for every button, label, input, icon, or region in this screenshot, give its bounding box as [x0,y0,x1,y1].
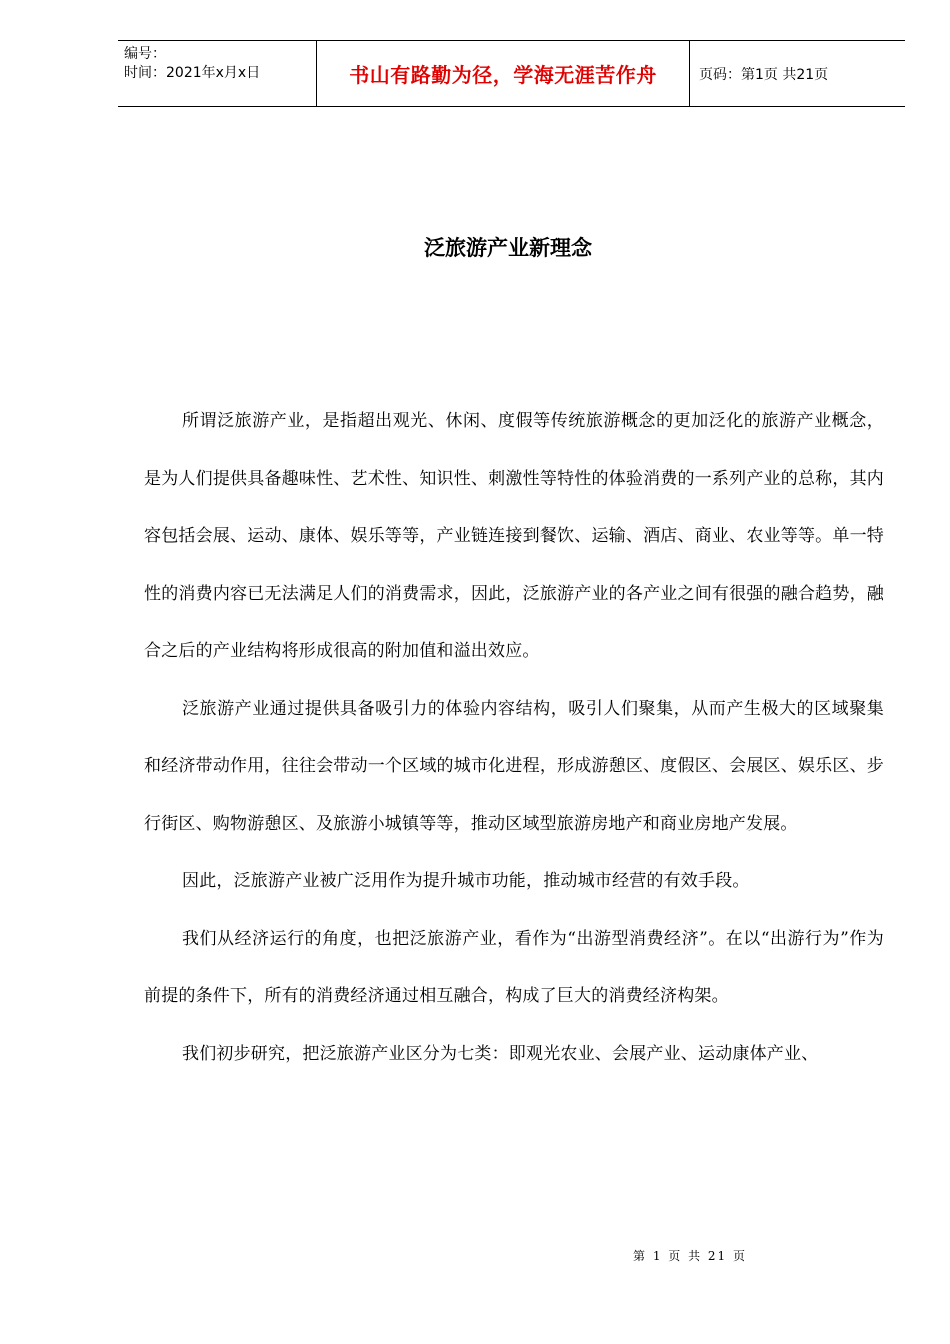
header-meta-cell [118,41,316,106]
paragraph: 我们初步研究，把泛旅游产业区分为七类：即观光农业、会展产业、运动康体产业、 [182,1043,819,1064]
document-number-label: 编号： [124,46,166,62]
paragraph: 因此，泛旅游产业被广泛用作为提升城市功能，推动城市经营的有效手段。 [182,871,750,891]
paragraph: 泛旅游产业通过提供具备吸引力的体验内容结构，吸引人们聚集，从而产生极大的区域聚集和经济带动作用，往往会带动一个区域的城市化进程，形成游憩区、度假区、会展区、娱乐区、步行街区、购物游憩区、及旅游小城镇等等，推动区域型旅游房地产和商业房地产发展。 [144,698,884,834]
header-page-info: 页码：第1页 共21页 [699,66,829,83]
document-time-label: 时间：2021年x月x日 [124,65,261,81]
paragraph: 我们从经济运行的角度，也把泛旅游产业，看作为“出游型消费经济”。在以“出游行为”作为前提的条件下，所有的消费经济通过相互融合，构成了巨大的消费经济构架。 [144,928,884,1006]
header-motto: 书山有路勤为径，学海无涯苦作舟 [316,41,690,106]
page-footer: 第 1 页 共 21 页 [633,1249,747,1263]
page-header [118,40,905,107]
paragraph: 所谓泛旅游产业，是指超出观光、休闲、度假等传统旅游概念的更加泛化的旅游产业概念，是为人们提供具备趣味性、艺术性、知识性、刺激性等特性的体验消费的一系列产业的总称，其内容包括会展、运动、康体、娱乐等等，产业链连接到餐饮、运输、酒店、商业、农业等等。单一特性的消费内容已无法满足人们的消费需求，因此，泛旅游产业的各产业之间有很强的融合趋势，融合之后的产业结构将形成很高的附加值和溢出效应。 [144,411,884,661]
document-title: 泛旅游产业新理念 [424,236,592,260]
document-body [144,393,884,1083]
